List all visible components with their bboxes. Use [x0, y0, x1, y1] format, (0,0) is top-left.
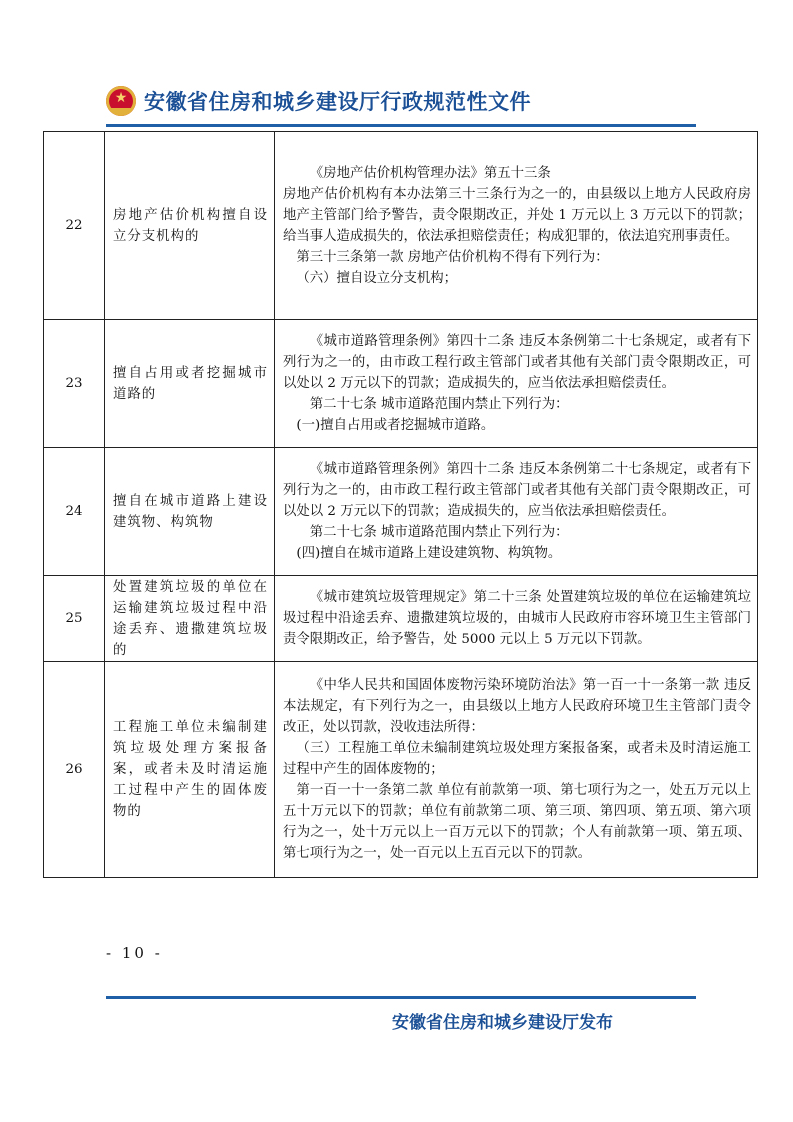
row-number: 22: [44, 132, 105, 320]
row-number: 23: [44, 320, 105, 448]
basis-line: 房地产估价机构有本办法第三十三条行为之一的，由县级以上地方人民政府房地产主管部门给予警告，责令限期改正，并处 1 万元以上 3 万元以下的罚款；给当事人造成损失的，依法承担赔偿责任；构成犯罪的，依法追究刑事责任。: [283, 186, 751, 244]
footer-publisher: 安徽省住房和城乡建设厅发布: [392, 1013, 613, 1033]
basis-line: 《中华人民共和国固体废物污染环境防治法》第一百一十一条第一款 违反本法规定，有下列行为之一，由县级以上地方人民政府环境卫生主管部门责令改正，处以罚款，没收违法所得：: [283, 678, 751, 735]
table-row: [44, 576, 758, 662]
footer-divider: [106, 996, 696, 999]
basis-line: 《城市道路管理条例》第四十二条 违反本条例第二十七条规定，或者有下列行为之一的，由市政工程行政主管部门或者其他有关部门责令限期改正，可以处以 2 万元以下的罚款；造成损失的，应当依法承担赔偿责任。: [283, 462, 751, 519]
row-number: 26: [44, 662, 105, 878]
basis-line: 第二十七条 城市道路范围内禁止下列行为：: [309, 525, 569, 540]
table-row: [44, 132, 758, 320]
basis-line: 《房地产估价机构管理办法》第五十三条: [309, 165, 551, 181]
basis-line: 第一百一十一条第二款 单位有前款第一项、第七项行为之一，处五万元以上五十万元以下的罚款；单位有前款第二项、第三项、第四项、第五项、第六项行为之一，处十万元以上一百万元以下的罚款；个人有前款第一项、第五项、第七项行为之一，处一百元以上五百元以下的罚款。: [283, 783, 751, 861]
basis-line: (一)擅自占用或者挖掘城市道路。: [296, 418, 495, 433]
violation-item: 房地产估价机构擅自设立分支机构的: [105, 132, 275, 320]
basis-line: 第三十三条第一款 房地产估价机构不得有下列行为：: [296, 249, 609, 265]
penalty-table: [43, 131, 758, 878]
violation-item: 擅自在城市道路上建设建筑物、构筑物: [105, 448, 275, 576]
table-row: [44, 320, 758, 448]
header-title: 安徽省住房和城乡建设厅行政规范性文件: [144, 90, 531, 114]
row-number: 24: [44, 448, 105, 576]
basis-line: 《城市道路管理条例》第四十二条 违反本条例第二十七条规定，或者有下列行为之一的，由市政工程行政主管部门或者其他有关部门责令限期改正，可以处以 2 万元以下的罚款；造成损失的，应当依法承担赔偿责任。: [283, 334, 751, 391]
basis-line: （六）擅自设立分支机构；: [296, 270, 458, 286]
national-emblem-icon: [106, 86, 136, 116]
legal-basis: [275, 132, 758, 320]
row-number: 25: [44, 576, 105, 662]
basis-line: 《城市建筑垃圾管理规定》第二十三条 处置建筑垃圾的单位在运输建筑垃圾过程中沿途丢弃、遗撒建筑垃圾的，由城市人民政府市容环境卫生主管部门责令限期改正，给予警告，处 5000 元以上 5 万元以下罚款。: [283, 590, 751, 647]
legal-basis: [275, 662, 758, 878]
page-number: - 10 -: [106, 944, 163, 962]
header-divider: [106, 124, 696, 127]
basis-line: 第二十七条 城市道路范围内禁止下列行为：: [309, 397, 569, 412]
violation-item: 擅自占用或者挖掘城市道路的: [105, 320, 275, 448]
document-header: [106, 86, 531, 116]
basis-line: （三）工程施工单位未编制建筑垃圾处理方案报备案，或者未及时清运施工过程中产生的固体废物的；: [283, 741, 751, 777]
table-row: [44, 448, 758, 576]
violation-item: 处置建筑垃圾的单位在运输建筑垃圾过程中沿途丢弃、遗撒建筑垃圾的: [105, 576, 275, 662]
legal-basis: [275, 320, 758, 448]
violation-item: 工程施工单位未编制建筑垃圾处理方案报备案，或者未及时清运施工过程中产生的固体废物的: [105, 662, 275, 878]
basis-line: (四)擅自在城市道路上建设建筑物、构筑物。: [296, 546, 562, 561]
legal-basis: [275, 448, 758, 576]
legal-basis: [275, 576, 758, 662]
table-row: [44, 662, 758, 878]
